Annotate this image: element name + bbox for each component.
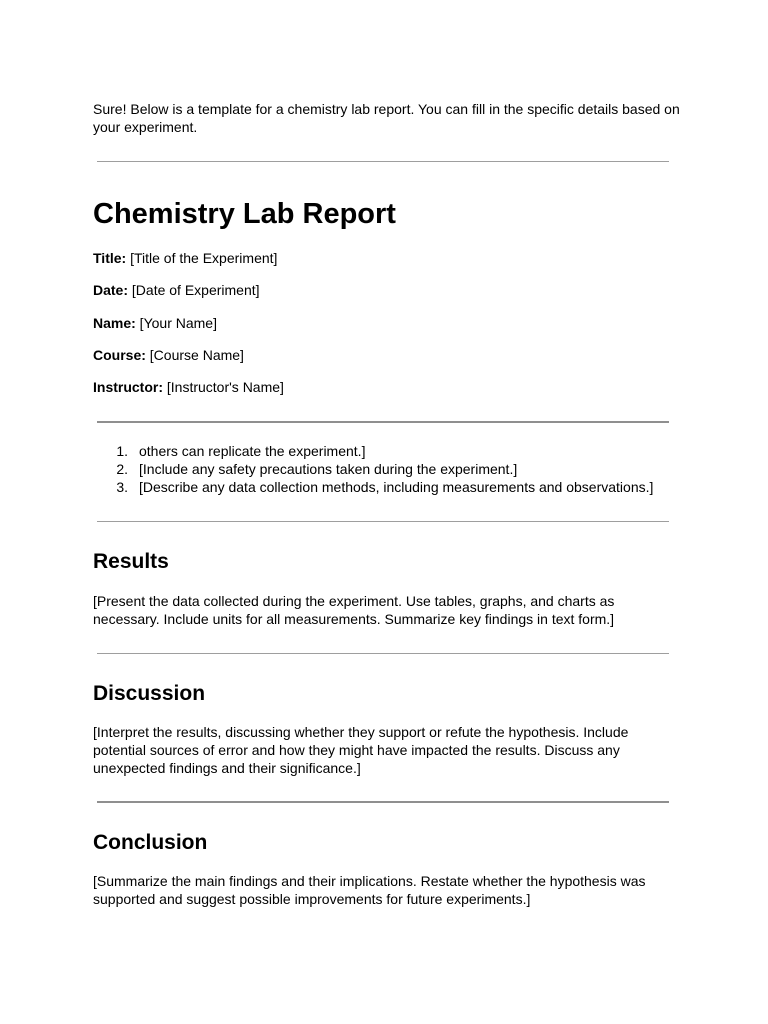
list-item-text: [Describe any data collection methods, including measurements and observations.] <box>139 479 654 495</box>
report-title: Chemistry Lab Report <box>93 198 396 230</box>
field-date-label: Date: <box>93 282 129 298</box>
divider <box>97 421 669 423</box>
intro-text: Sure! Below is a template for a chemistry lab report. You can fill in the specific details based on your experiment. <box>93 101 680 135</box>
divider <box>97 161 669 162</box>
list-item <box>93 460 653 478</box>
field-name-value: [Your Name] <box>135 315 217 331</box>
field-title <box>93 249 277 267</box>
field-course-label: Course: <box>93 347 146 363</box>
divider <box>97 521 669 522</box>
field-instructor-value: [Instructor's Name] <box>163 379 284 395</box>
divider <box>97 801 669 803</box>
field-name <box>93 314 217 332</box>
list-item-text: others can replicate the experiment.] <box>139 443 366 459</box>
field-instructor <box>93 378 284 396</box>
field-instructor-label: Instructor: <box>93 379 163 395</box>
conclusion-body: [Summarize the main findings and their implications. Restate whether the hypothesis was supported and suggest possible improvements for future experiments.] <box>93 873 646 907</box>
field-name-label: Name: <box>93 315 136 331</box>
list-item-text: [Include any safety precautions taken during the experiment.] <box>139 461 518 477</box>
field-date <box>93 281 260 299</box>
discussion-heading: Discussion <box>93 682 206 705</box>
list-item-number: 3. <box>116 479 128 495</box>
discussion-body: [Interpret the results, discussing whether they support or refute the hypothesis. Include potential sources of error and how they might have impacted the results. Discuss any unexpected findings and their significance.] <box>93 724 629 776</box>
list-item-number: 1. <box>116 443 128 459</box>
field-course-value: [Course Name] <box>145 347 244 363</box>
results-body: [Present the data collected during the experiment. Use tables, graphs, and charts as necessary. Include units for all measurements. Summarize key findings in text form.] <box>93 593 615 627</box>
list-item <box>93 478 653 496</box>
field-course <box>93 346 244 364</box>
field-date-value: [Date of Experiment] <box>128 282 260 298</box>
field-title-label: Title: <box>93 250 127 266</box>
procedure-list <box>93 442 653 496</box>
list-item-number: 2. <box>116 461 128 477</box>
results-heading: Results <box>93 550 169 573</box>
field-title-value: [Title of the Experiment] <box>126 250 278 266</box>
conclusion-heading: Conclusion <box>93 831 208 854</box>
list-item <box>93 442 653 460</box>
divider <box>97 653 669 654</box>
